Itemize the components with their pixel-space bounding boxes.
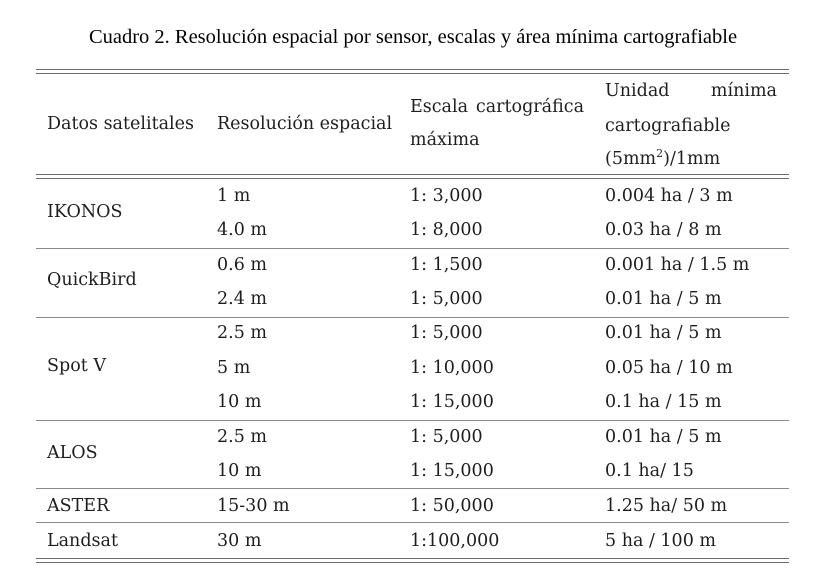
- unit-cell: 1.25 ha/ 50 m: [605, 496, 728, 516]
- scale-cell: 1: 5,000: [410, 323, 483, 343]
- scale-cell: 1:100,000: [410, 531, 500, 551]
- scale-cell: 1: 8,000: [410, 220, 483, 240]
- table-top-rule: [36, 69, 789, 70]
- header-formula-pre: (5mm: [605, 149, 657, 169]
- header-formula-sup: 2: [656, 147, 664, 160]
- unit-cell: 0.01 ha / 5 m: [605, 427, 722, 447]
- header-datos-satelitales: Datos satelitales: [47, 114, 194, 134]
- header-minima-word: mínima: [710, 81, 777, 101]
- sensor-ikonos: IKONOS: [47, 202, 123, 222]
- resolution-cell: 10 m: [217, 392, 262, 412]
- header-maxima: máxima: [410, 130, 480, 150]
- header-escala-word: Escala: [410, 97, 469, 117]
- header-cartografiable: cartografiable: [605, 116, 731, 136]
- sensor-spot-v: Spot V: [47, 356, 106, 376]
- unit-cell: 0.01 ha / 5 m: [605, 289, 722, 309]
- unit-cell: 0.001 ha / 1.5 m: [605, 255, 750, 275]
- resolution-cell: 1 m: [217, 186, 251, 206]
- resolution-cell: 2.5 m: [217, 427, 267, 447]
- resolution-cell: 15-30 m: [217, 496, 290, 516]
- group-divider: [36, 488, 789, 489]
- header-cartografica-word: cartográfica: [475, 97, 584, 117]
- unit-cell: 0.1 ha/ 15: [605, 461, 694, 481]
- scale-cell: 1: 5,000: [410, 427, 483, 447]
- group-divider: [36, 420, 789, 421]
- resolution-cell: 2.5 m: [217, 323, 267, 343]
- header-unidad-minima: [605, 81, 777, 101]
- scale-cell: 1: 15,000: [410, 461, 494, 481]
- header-formula-post: )/1mm: [663, 149, 721, 169]
- resolution-cell: 4.0 m: [217, 220, 267, 240]
- group-divider: [36, 248, 789, 249]
- resolution-cell: 0.6 m: [217, 255, 267, 275]
- table-bottom-rule: [36, 558, 789, 559]
- scale-cell: 1: 15,000: [410, 392, 494, 412]
- scale-cell: 1: 5,000: [410, 289, 483, 309]
- resolution-cell: 30 m: [217, 531, 262, 551]
- scale-cell: 1: 10,000: [410, 358, 494, 378]
- unit-cell: 0.004 ha / 3 m: [605, 186, 733, 206]
- table-caption: Cuadro 2. Resolución espacial por sensor, escalas y área mínima cartografiable: [88, 26, 738, 48]
- unit-cell: 0.03 ha / 8 m: [605, 220, 722, 240]
- resolution-cell: 2.4 m: [217, 289, 267, 309]
- header-escala-cartografica: [410, 97, 584, 117]
- scale-cell: 1: 50,000: [410, 496, 494, 516]
- header-unit-formula: [605, 147, 720, 169]
- header-bottom-rule-inner: [36, 178, 789, 179]
- header-unidad-word: Unidad: [605, 81, 670, 101]
- resolution-cell: 5 m: [217, 358, 251, 378]
- unit-cell: 0.01 ha / 5 m: [605, 323, 722, 343]
- table-top-rule-inner: [36, 73, 789, 74]
- group-divider: [36, 317, 789, 318]
- unit-cell: 0.05 ha / 10 m: [605, 358, 733, 378]
- scale-cell: 1: 1,500: [410, 255, 483, 275]
- table-bottom-rule-inner: [36, 562, 789, 563]
- group-divider: [36, 522, 789, 523]
- resolution-cell: 10 m: [217, 461, 262, 481]
- unit-cell: 5 ha / 100 m: [605, 531, 716, 551]
- sensor-quickbird: QuickBird: [47, 270, 137, 290]
- unit-cell: 0.1 ha / 15 m: [605, 392, 722, 412]
- header-bottom-rule: [36, 174, 789, 175]
- sensor-landsat: Landsat: [47, 531, 118, 551]
- header-resolucion-espacial: Resolución espacial: [217, 114, 393, 134]
- sensor-alos: ALOS: [47, 443, 98, 463]
- scale-cell: 1: 3,000: [410, 186, 483, 206]
- sensor-aster: ASTER: [47, 496, 110, 516]
